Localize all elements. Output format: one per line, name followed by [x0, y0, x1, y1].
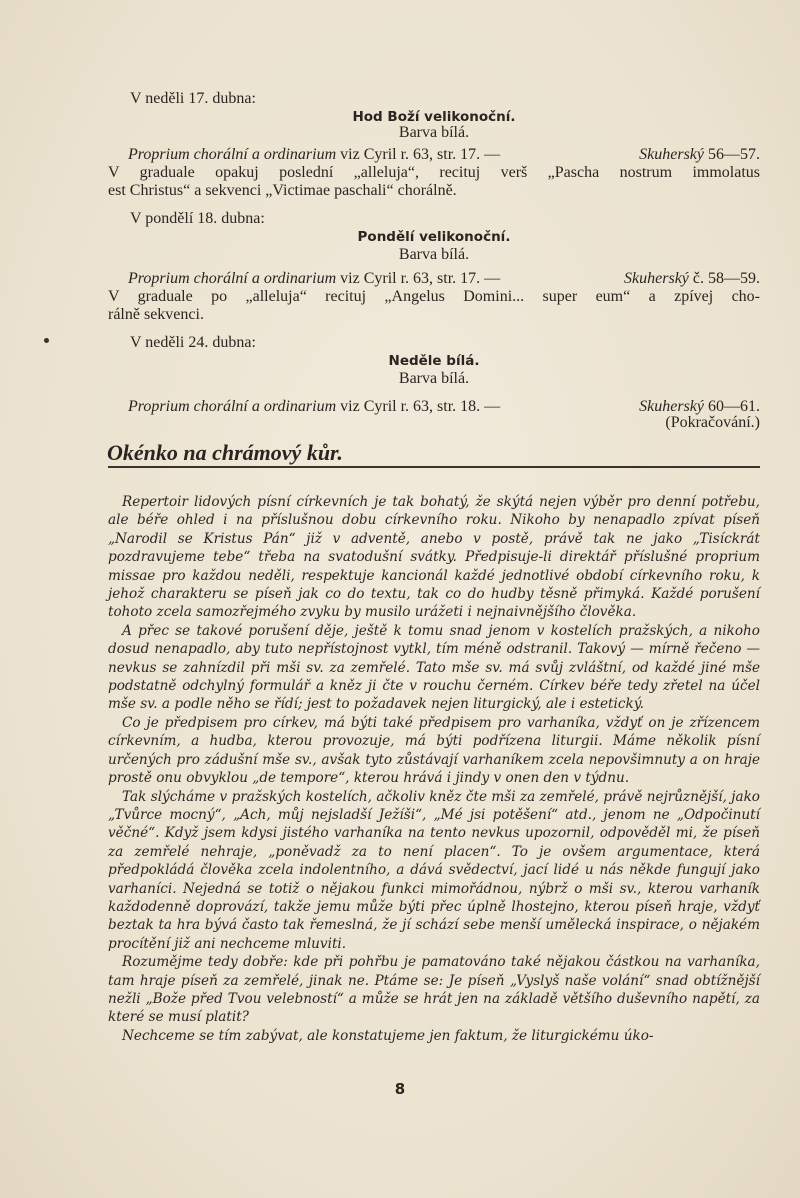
- author-numbers: č. 58—59.: [692, 270, 760, 287]
- paragraph: A přec se takové porušení děje, ještě k tomu snad jenom v kostelích pražských, a nikoho dosud nenapadlo, aby tuto nepřístojnost vytkl, tím méně odstranil. Takový — mírně řečeno — nevkus se zahnízdil při mši sv. za zemřelé. Tato mše sv. má svůj zvláštní, od každé jiné mše podstatně odchylný formulář a kněz ji čte v rouchu černém. Církev béře tedy zřetel na účel mše sv. a podle něho se řídí; jest to požadavek nejen liturgický, ale i estetický.: [108, 622, 760, 713]
- proprium-ref: viz Cyril r. 63, str. 17. —: [340, 270, 501, 287]
- vestment-color: Barva bílá.: [398, 246, 470, 263]
- paragraph: Repertoir lidových písní církevních je tak bohatý, že skýtá nejen výběr pro denní potřebu, ale béře ohled i na příslušnou dobu církevního roku. Nikoho by nenapadlo zpívat píseň „Narodil se Kristus Pán“ již v adventě, anebo v postě, právě tak ne jako „Tisíckrát pozdravujeme tebe“ třeba na svatodušní svátky. Předpisuje-li direktář příslušné proprium missae pro každou neděli, respektuje kancionál každé jednotlivé období církevního roku, k jehož charakteru se píseň jak co do textu, tak co do hudby těsně přimyká. Každé porušení tohoto zcela samozřejmého zvyku by musilo urážeti i nejnaivnějšího člověka.: [108, 494, 760, 621]
- note-line: rálně sekvenci.: [108, 306, 204, 323]
- note-line: est Christus“ a sekvenci „Victimae paschali“ chorálně.: [108, 182, 457, 199]
- author-name: Skuherský: [624, 270, 689, 287]
- note-line: V graduale opakuj poslední „alleluja“, recituj verš „Pascha nostrum immolatus: [108, 164, 760, 181]
- paragraph: Tak slýcháme v pražských kostelích, ačkoliv kněz čte mši za zemřelé, právě nejrůznější, jako „Tvůrce mocný“, „Ach, můj nejsladší Ježíši“, „Mé jsi potěšení“ atd., jenom ne „Odpočinutí věčné“. Když jsem kdysi jistého varhaníka na tento nevkus upozornil, odpověděl mi, že píseň za zemřelé nehraje, „poněvadž za to není placen“. To je ovšem argumentace, která předpokládá člověka zcela indolentního, a dává svědectví, jací lidé u nás někde fungují jako varhaníci. Nejedná se totiž o nějakou funkci mimořádnou, nýbrž o mši sv., kterou varhaník každodenně doprovází, takže jemu může býti přec úplně lhostejno, kterou píseň hraje, vždyť beztak ta hra bývá často tak řemeslná, že jí schází sebe menší umělecká inspirace, o nějakém procítění již ani nechceme mluviti.: [108, 788, 760, 952]
- feast-title: Neděle bílá.: [388, 353, 480, 369]
- bullet-dot: [44, 338, 49, 343]
- paragraph: Nechceme se tím zabývat, ale konstatujeme jen faktum, že liturgickému úko-: [122, 1027, 654, 1044]
- section-rule: [108, 466, 760, 468]
- proprium-ref: viz Cyril r. 63, str. 18. —: [340, 398, 501, 415]
- author-name: Skuherský: [639, 398, 704, 415]
- feast-title: Hod Boží velikonoční.: [352, 109, 516, 125]
- proprium-line: [128, 146, 760, 164]
- vestment-color: Barva bílá.: [398, 124, 470, 141]
- note-line: V graduale po „alleluja“ recituj „Angelus Domini... super eum“ a zpívej cho-: [108, 288, 760, 305]
- page-number: 8: [394, 1080, 406, 1098]
- proprium-ref: viz Cyril r. 63, str. 17. —: [340, 146, 501, 163]
- article-body: [108, 493, 760, 1045]
- paragraph: Co je předpisem pro církev, má býti také předpisem pro varhaníka, vždyť on je zřízencem církevním, a hudba, kterou provozuje, má býti podřízena liturgii. Máme několik písní určených pro zádušní mše sv., avšak tyto zůstávají varhaníkem zcela nepovšimnuty a on hraje prostě onu obvyklou „de tempore“, kterou hrává i jindy v onen den v týdnu.: [108, 714, 760, 787]
- author-numbers: 60—61.: [708, 398, 760, 415]
- vestment-color: Barva bílá.: [398, 370, 470, 387]
- date-line: V neděli 24. dubna:: [130, 334, 256, 351]
- section-title: Okénko na chrámový kůr.: [107, 440, 343, 465]
- feast-title: Pondělí velikonoční.: [357, 229, 511, 245]
- continued-note: (Pokračování.): [665, 414, 760, 431]
- paragraph: Rozumějme tedy dobře: kde při pohřbu je pamatováno také nějakou částkou na varhaníka, tam hraje píseň za zemřelé, jinak ne. Ptáme se: Je píseň „Vyslyš naše volání“ snad obtížnější nežli „Bože před Tvou velebností“ a může se hrát jen na základě většího duševního napětí, za které se musí platit?: [108, 954, 760, 1026]
- author-numbers: 56—57.: [708, 146, 760, 163]
- proprium-label: Proprium chorální a ordinarium: [128, 146, 337, 163]
- date-line: V neděli 17. dubna:: [130, 90, 256, 107]
- proprium-line: [128, 270, 760, 288]
- proprium-label: Proprium chorální a ordinarium: [128, 398, 337, 415]
- author-name: Skuherský: [639, 146, 704, 163]
- proprium-label: Proprium chorální a ordinarium: [128, 270, 337, 287]
- date-line: V pondělí 18. dubna:: [130, 210, 265, 227]
